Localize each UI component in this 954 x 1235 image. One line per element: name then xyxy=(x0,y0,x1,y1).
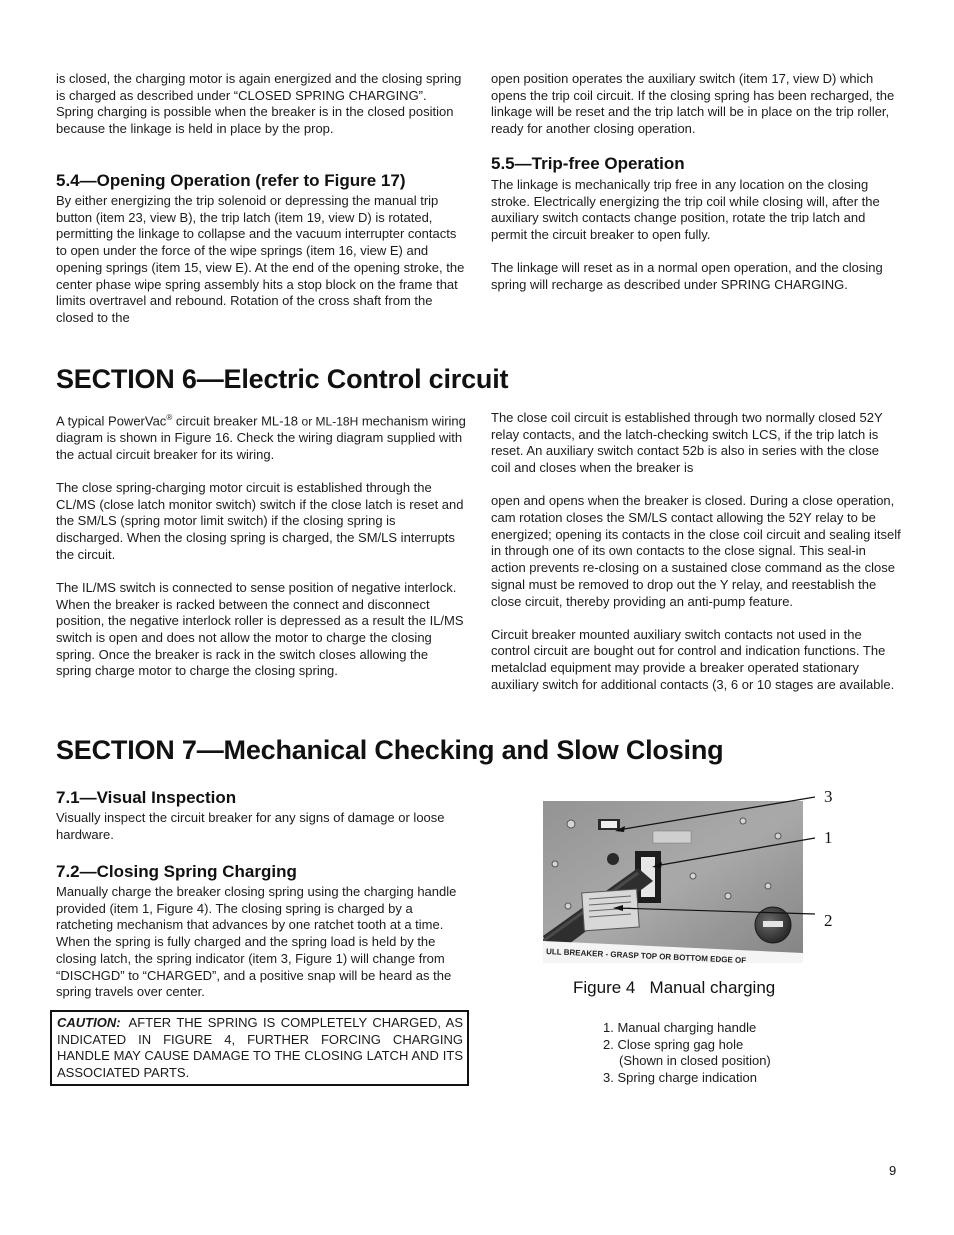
page-number: 9 xyxy=(889,1163,897,1178)
callout-3: 3 xyxy=(824,787,833,806)
paragraph: The close coil circuit is established through two normally closed 52Y relay contacts, and the latch-checking switch LCS, if the trip latch is reset. An auxiliary switch contact 52b is also in series with the close coil and closes when the breaker is xyxy=(491,410,883,476)
figure-4-caption: Figure 4 Manual charging xyxy=(573,978,776,997)
section-6-col1 xyxy=(56,410,466,680)
paragraph: By either energizing the trip solenoid or depressing the manual trip button (item 23, view B), the trip latch (item 19, view D) is rotated, permitting the linkage to collapse and the vacuum interrupter contacts to open under the force of the wipe springs (item 16, view E) and opening springs (item 15, view E). At the end of the opening stroke, the center phase wipe spring assembly hits a stop block on the frame that limits overtravel and rebound. Rotation of the cross shaft from the closed to the xyxy=(56,193,465,325)
photo-strip-text: ULL BREAKER - GRASP TOP OR BOTTOM EDGE OF xyxy=(545,947,747,963)
col2-top xyxy=(491,71,901,138)
legend-item: 3. Spring charge indication xyxy=(603,1070,757,1086)
heading-5-5: 5.5—Trip-free Operation xyxy=(491,154,685,173)
paragraph: Circuit breaker mounted auxiliary switch contacts not used in the control circuit are bought out for control and indication functions. The metalclad equipment may provide a breaker operated stationary auxiliary switch for additional contacts (3, 6 or 10 stages are available. xyxy=(491,626,895,692)
callout-leaders xyxy=(543,790,843,930)
caution-text: AFTER THE SPRING IS COMPLETELY CHARGED, AS INDICATED IN FIGURE 4, FURTHER FORCING CHARGING HANDLE MAY CAUSE DAMAGE TO THE CLOSING LATCH AND ITS ASSOCIATED PARTS. xyxy=(57,1015,463,1081)
heading-7-2: 7.2—Closing Spring Charging xyxy=(56,862,297,881)
figure-4-legend xyxy=(603,1020,771,1087)
arrowhead-1 xyxy=(652,862,662,868)
leader-line-2 xyxy=(616,908,815,914)
paragraph: open position operates the auxiliary switch (item 17, view D) which opens the trip coil circuit. If the closing spring has been recharged, the linkage will be reset and the trip latch will be in place on the trip roller, ready for another closing operation. xyxy=(491,71,895,137)
legend-item: (Shown in closed position) xyxy=(619,1053,771,1069)
paragraph: Visually inspect the circuit breaker for any signs of damage or loose hardware. xyxy=(56,810,445,842)
heading-7-1: 7.1—Visual Inspection xyxy=(56,788,237,807)
callout-2: 2 xyxy=(824,911,833,930)
callout-1: 1 xyxy=(824,828,833,847)
section-6-title: SECTION 6—Electric Control circuit xyxy=(56,364,509,394)
paragraph: The linkage is mechanically trip free in any location on the closing stroke. Electrically energizing the trip coil while closing will, after the auxiliary switch contacts change position, rotate the trip latch and permit the circuit breaker to open fully. xyxy=(491,177,880,243)
section-7-title: SECTION 7—Mechanical Checking and Slow Closing xyxy=(56,735,724,765)
paragraph: open and opens when the breaker is closed. During a close operation, cam rotation closes the SM/LS contact allowing the 52Y relay to be energized; opening its contacts in the close coil circuit and sealing itself in through one of its own contacts to the close signal. This seal-in action prevents re-closing on a sustained close command as the close signal must be removed to drop out the Y relay, and reestablish the close circuit, thereby providing an anti-pump feature. xyxy=(491,493,901,609)
paragraph: The IL/MS switch is connected to sense position of negative interlock. When the breaker is racked between the connect and disconnect position, the negative interlock roller is depressed as a result the IL/MS switch is open and does not allow the motor to charge the closing spring. Once the breaker is rack in the switch closes allowing the spring charge motor to charge the closing spring. xyxy=(56,579,464,679)
heading-5-4: 5.4—Opening Operation (refer to Figure 17) xyxy=(56,171,406,190)
paragraph: The linkage will reset as in a normal open operation, and the closing spring will recharge as described under SPRING CHARGING. xyxy=(491,260,883,293)
legend-item: 1. Manual charging handle xyxy=(603,1020,757,1035)
paragraph: is closed, the charging motor is again energized and the closing spring is charged as described under “CLOSED SPRING CHARGING”. Spring charging is possible when the breaker is in the closed position because the linkage is held in place by the prop. xyxy=(56,71,462,137)
section-6-col2 xyxy=(491,410,901,694)
closing-spring-text xyxy=(56,884,466,1001)
leader-line-3 xyxy=(618,797,815,830)
arrowhead-2 xyxy=(613,905,623,911)
arrowhead-3 xyxy=(615,826,625,832)
paragraph: A typical PowerVac® circuit breaker ML-18 or ML-18H mechanism wiring diagram is shown in Figure 16. Check the wiring diagram supplied with the actual circuit breaker for its wiring. xyxy=(56,413,466,462)
opening-operation-text xyxy=(56,193,466,327)
col1-top xyxy=(56,71,466,138)
legend-item: 2. Close spring gag hole xyxy=(603,1036,744,1052)
caution-label: CAUTION: xyxy=(57,1015,121,1030)
paragraph: The close spring-charging motor circuit is established through the CL/MS (close latch monitor switch) switch if the close latch is reset and the SM/LS (spring motor limit switch) if the closing spring is discharged. When the closing spring is charged, the SM/LS interrupts the circuit. xyxy=(56,479,464,562)
trip-free-text xyxy=(491,177,901,294)
leader-line-1 xyxy=(655,838,815,866)
paragraph: Manually charge the breaker closing spring using the charging handle provided (item 1, Figure 4). The closing spring is charged by a ratcheting mechanism that advances by one ratchet tooth at a time. When the spring is fully charged and the spring load is held by the closing latch, the spring indicator (item 3, Figure 1) will change from “DISCHGD” to “CHARGED”, and a positive snap will be heard as the spring travels over center. xyxy=(56,884,457,1000)
caution-box xyxy=(50,1010,469,1086)
visual-inspection-text xyxy=(56,810,466,843)
